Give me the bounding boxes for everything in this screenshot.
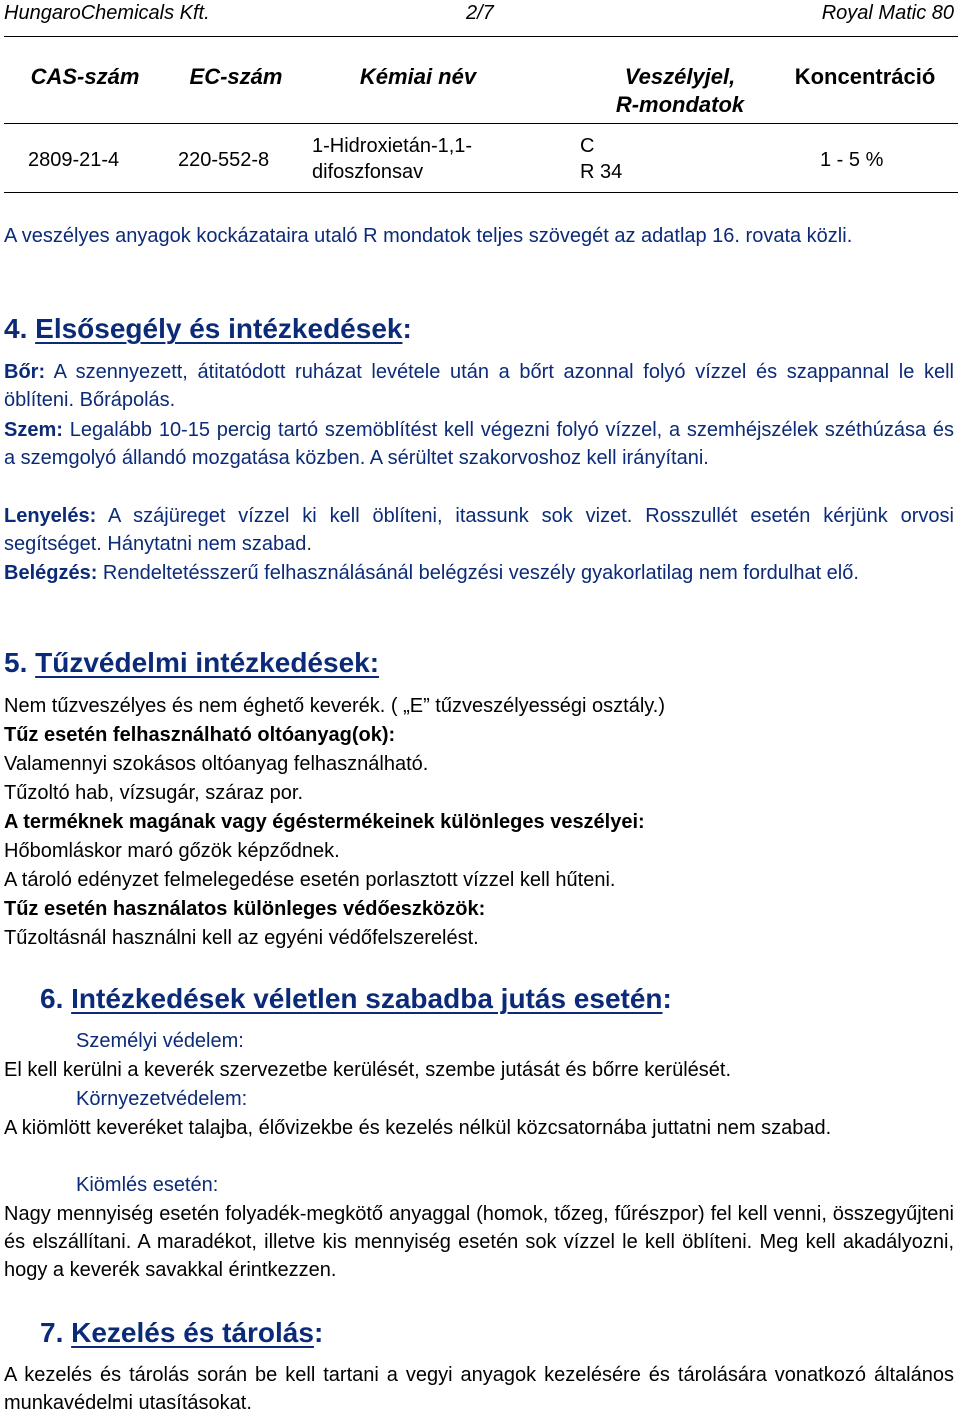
cell-cas-number: 2809-21-4 [28,149,120,171]
skin-label: Bőr: [4,361,46,383]
fire-nonflammable: Nem tűzveszélyes és nem éghető keverék. ( „E” tűzveszélyességi osztály.) [4,695,665,717]
first-aid-inhale [4,559,954,587]
section-4-number: 4. [4,313,28,344]
col-header-symbol: Veszélyjel, [624,64,736,89]
cell-hazard-symbol: C [580,135,595,157]
fire-container-cooling: A tároló edényzet felmelegedése esetén porlasztott vízzel kell hűteni. [4,869,616,891]
section-6-colon: : [662,983,672,1014]
cell-r-phrase: R 34 [580,161,623,183]
environmental-protection-text: A kiömlött keveréket talajba, élővizekbe és kezelés nélkül közcsatornába juttatni nem szabad. [4,1117,832,1139]
col-header-name: Kémiai név [359,64,477,89]
fire-extinguishing-media: Tűzoltó hab, vízsugár, száraz por. [4,782,304,804]
cell-concentration: 1 - 5 % [820,149,884,171]
handling-storage-text: A kezelés és tárolás során be kell tartani a vegyi anyagok kezelésére és tárolására vonatkozó általános munkavédelmi utasításokat. [4,1364,954,1414]
first-aid-eye [4,416,954,472]
cell-chemical-name-line1: 1-Hidroxietán-1,1- [312,135,473,157]
r-phrases-note: A veszélyes anyagok kockázataira utaló R mondatok teljes szövegét az adatlap 16. rovata közli. [4,225,853,247]
fire-extinguishing-heading: Tűz esetén felhasználható oltóanyag(ok): [4,724,396,746]
section-4-colon: : [402,313,412,344]
fire-protective-equipment: Tűzoltásnál használni kell az egyéni védőfelszerelést. [4,927,479,949]
fire-protective-equipment-heading: Tűz esetén használatos különleges védőeszközök: [4,898,486,920]
section-7-title: Kezelés és tárolás [71,1317,314,1348]
header-page-number: 2/7 [466,2,494,24]
swallow-label: Lenyelés: [4,505,97,527]
environmental-protection-label: Környezetvédelem: [76,1088,248,1110]
cell-ec-number: 220-552-8 [178,149,270,171]
table-top-rule [4,36,958,37]
inhale-text: Rendeltetésszerű felhasználásánál belégzési veszély gyakorlatilag nem fordulhat elő. [97,562,859,584]
section-5-heading [4,646,379,680]
section-6-number: 6. [40,983,64,1014]
header-product: Royal Matic 80 [821,2,954,24]
cell-chemical-name-line2: difoszfonsav [312,161,424,183]
col-header-concentration: Koncentráció [794,64,936,89]
first-aid-swallow [4,502,954,558]
eye-label: Szem: [4,419,63,441]
personal-protection-label: Személyi védelem: [76,1030,244,1052]
skin-text: A szennyezett, átitatódott ruházat levétele után a bőrt azonnal folyó vízzel és szappannal le kell öblíteni. Bőrápolás. [4,361,954,411]
fire-extinguishing-all: Valamennyi szokásos oltóanyag felhasználható. [4,753,429,775]
section-7-heading [40,1316,323,1350]
swallow-text: A szájüreget vízzel ki kell öblíteni, itassunk sok vizet. Rosszullét esetén kérjünk orvosi segítséget. Hánytatni nem szabad. [4,505,954,555]
section-5-number: 5. [4,647,28,678]
col-header-r-phrases: R-mondatok [615,92,745,117]
section-6-heading [40,982,672,1016]
table-header-rule [4,123,958,124]
spill-text: Nagy mennyiség esetén folyadék-megkötő anyaggal (homok, tőzeg, fűrészpor) fel kell venni, összegyűjteni és elszállítani. A maradékot, illetve kis mennyiség esetén sok vízzel le kell öblíteni. Meg kell akadályozni, hogy a keverék savakkal érintkezzen. [4,1203,954,1281]
fire-special-hazards-heading: A terméknek magának vagy égéstermékeinek különleges veszélyei: [4,811,645,833]
section-4-heading [4,312,412,346]
section-4-title: Elsősegély és intézkedések [35,313,403,344]
section-7-colon: : [313,1317,324,1348]
spill-label: Kiömlés esetén: [76,1174,219,1196]
header-company: HungaroChemicals Kft. [4,2,210,24]
personal-protection-text: El kell kerülni a keverék szervezetbe kerülését, szembe jutását és bőrre kerülését. [4,1059,732,1081]
table-bottom-rule [4,192,958,193]
fire-decomposition: Hőbomláskor maró gőzök képződnek. [4,840,340,862]
col-header-ec: EC-szám [189,64,283,89]
section-7-number: 7. [40,1317,64,1348]
section-5-title: Tűzvédelmi intézkedések: [35,647,380,678]
inhale-label: Belégzés: [4,562,98,584]
section-6-title: Intézkedések véletlen szabadba jutás esetén [71,983,663,1014]
eye-text: Legalább 10-15 percig tartó szemöblítést kell végezni folyó vízzel, a szemhéjszélek széthúzása és a szemgolyó állandó mozgatása közben. A sérültet szakorvoshoz kell irányítani. [4,419,954,469]
col-header-cas: CAS-szám [30,64,140,89]
first-aid-skin [4,358,954,414]
